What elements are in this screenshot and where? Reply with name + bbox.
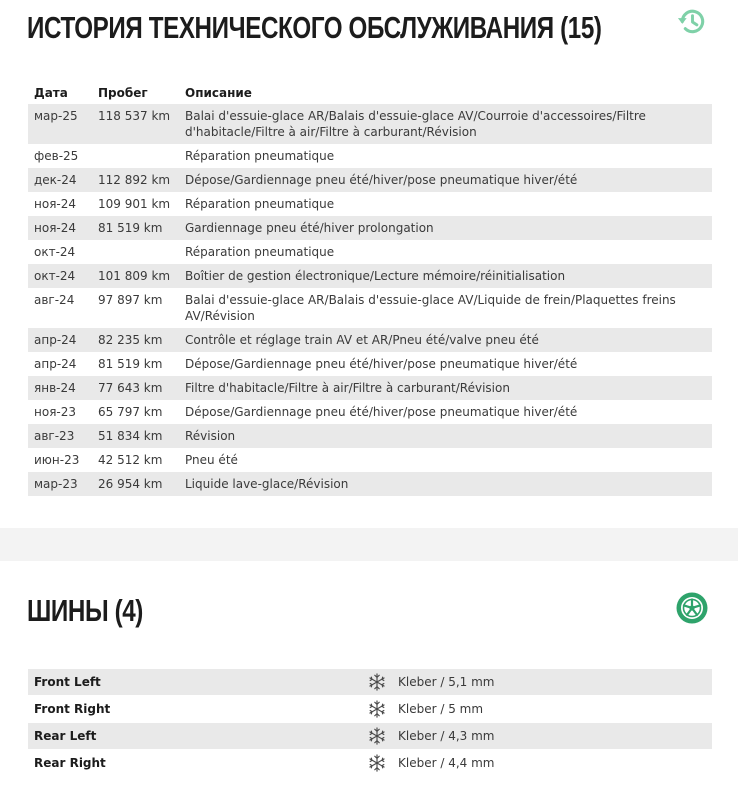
cell-description: Réparation pneumatique — [185, 197, 335, 211]
cell-mileage — [92, 240, 179, 264]
section-divider — [0, 528, 738, 561]
column-header-description: Описание — [185, 86, 252, 100]
snowflake-icon — [368, 723, 392, 750]
tire-brand-depth: Kleber / 4,4 mm — [398, 756, 495, 770]
table-row — [28, 448, 712, 472]
tire-position: Front Left — [28, 669, 368, 696]
cell-date: апр-24 — [28, 328, 92, 352]
cell-description: Filtre d'habitacle/Filtre à air/Filtre à carburant/Révision — [179, 376, 712, 400]
cell-description: Dépose/Gardiennage pneu été/hiver/pose pneumatique hiver/été — [185, 405, 578, 419]
cell-date: ноя-24 — [34, 197, 77, 211]
cell-description: Contrôle et réglage train AV et AR/Pneu été/valve pneu été — [179, 328, 712, 352]
table-row — [28, 472, 712, 496]
table-row — [28, 216, 712, 240]
cell-description: Réparation pneumatique — [185, 245, 335, 259]
cell-description: Liquide lave-glace/Révision — [179, 472, 712, 496]
tire-position: Rear Right — [34, 756, 106, 770]
cell-mileage: 42 512 km — [98, 453, 163, 467]
cell-mileage: 109 901 km — [98, 197, 171, 211]
cell-date: мар-25 — [28, 104, 92, 144]
cell-description: Dépose/Gardiennage pneu été/hiver/pose pneumatique hiver/été — [185, 357, 578, 371]
cell-mileage — [92, 144, 179, 168]
cell-date: янв-24 — [28, 376, 92, 400]
cell-description: Boîtier de gestion électronique/Lecture mémoire/réinitialisation — [179, 264, 712, 288]
cell-mileage: 101 809 km — [92, 264, 179, 288]
table-row — [28, 352, 712, 376]
tires-title: ШИНЫ (4) — [27, 593, 143, 628]
cell-date: дек-24 — [28, 168, 92, 192]
cell-description: Gardiennage pneu été/hiver prolongation — [179, 216, 712, 240]
table-row — [28, 288, 712, 328]
tire-position: Rear Left — [28, 723, 368, 750]
tire-position: Front Right — [34, 702, 111, 716]
cell-mileage: 77 643 km — [92, 376, 179, 400]
tire-row — [28, 696, 712, 723]
column-header-date: Дата — [34, 86, 68, 100]
cell-mileage: 118 537 km — [92, 104, 179, 144]
table-row — [28, 400, 712, 424]
cell-mileage: 82 235 km — [92, 328, 179, 352]
cell-description: Pneu été — [185, 453, 238, 467]
tire-wheel-icon[interactable] — [675, 591, 709, 625]
tire-brand-depth: Kleber / 4,3 mm — [392, 723, 712, 750]
table-row — [28, 376, 712, 400]
cell-description: Réparation pneumatique — [185, 149, 335, 163]
table-row — [28, 168, 712, 192]
cell-description: Révision — [179, 424, 712, 448]
cell-mileage: 112 892 km — [92, 168, 179, 192]
table-row — [28, 240, 712, 264]
maintenance-history-table — [28, 82, 712, 496]
cell-date: ноя-24 — [28, 216, 92, 240]
cell-date: окт-24 — [34, 245, 76, 259]
history-icon[interactable] — [676, 5, 709, 38]
cell-date: авг-23 — [28, 424, 92, 448]
tires-table — [28, 669, 712, 777]
cell-mileage: 81 519 km — [98, 357, 163, 371]
cell-mileage: 97 897 km — [98, 293, 163, 307]
cell-date: фев-25 — [34, 149, 79, 163]
table-row — [28, 192, 712, 216]
cell-date: окт-24 — [28, 264, 92, 288]
tire-brand-depth: Kleber / 5,1 mm — [392, 669, 712, 696]
table-row — [28, 144, 712, 168]
tires-section — [0, 561, 738, 787]
snowflake-icon — [368, 750, 392, 777]
cell-date: апр-24 — [34, 357, 77, 371]
cell-mileage: 26 954 km — [92, 472, 179, 496]
table-row — [28, 104, 712, 144]
cell-date: авг-24 — [34, 293, 75, 307]
cell-description: Balai d'essuie-glace AR/Balais d'essuie-glace AV/Courroie d'accessoires/Filtre d'habitacle/Filtre à air/Filtre à carburant/Révision — [179, 104, 712, 144]
cell-date: июн-23 — [34, 453, 80, 467]
cell-mileage: 81 519 km — [92, 216, 179, 240]
tire-row — [28, 750, 712, 777]
cell-mileage: 65 797 km — [98, 405, 163, 419]
tires-rows — [28, 669, 712, 777]
table-row — [28, 328, 712, 352]
cell-description: Dépose/Gardiennage pneu été/hiver/pose pneumatique hiver/été — [179, 168, 712, 192]
tire-row — [28, 723, 712, 750]
column-header-mileage: Пробег — [98, 86, 148, 100]
tire-brand-depth: Kleber / 5 mm — [398, 702, 484, 716]
tire-row — [28, 669, 712, 696]
table-header-row — [28, 82, 712, 104]
table-row — [28, 424, 712, 448]
cell-description: Balai d'essuie-glace AR/Balais d'essuie-glace AV/Liquide de frein/Plaquettes freins AV/Révision — [185, 293, 676, 323]
snowflake-icon — [368, 669, 392, 696]
cell-date: ноя-23 — [34, 405, 77, 419]
cell-date: мар-23 — [28, 472, 92, 496]
table-row — [28, 264, 712, 288]
maintenance-history-title: ИСТОРИЯ ТЕХНИЧЕСКОГО ОБСЛУЖИВАНИЯ (15) — [27, 10, 602, 45]
cell-mileage: 51 834 km — [92, 424, 179, 448]
maintenance-history-rows — [28, 104, 712, 496]
snowflake-icon — [368, 696, 392, 723]
